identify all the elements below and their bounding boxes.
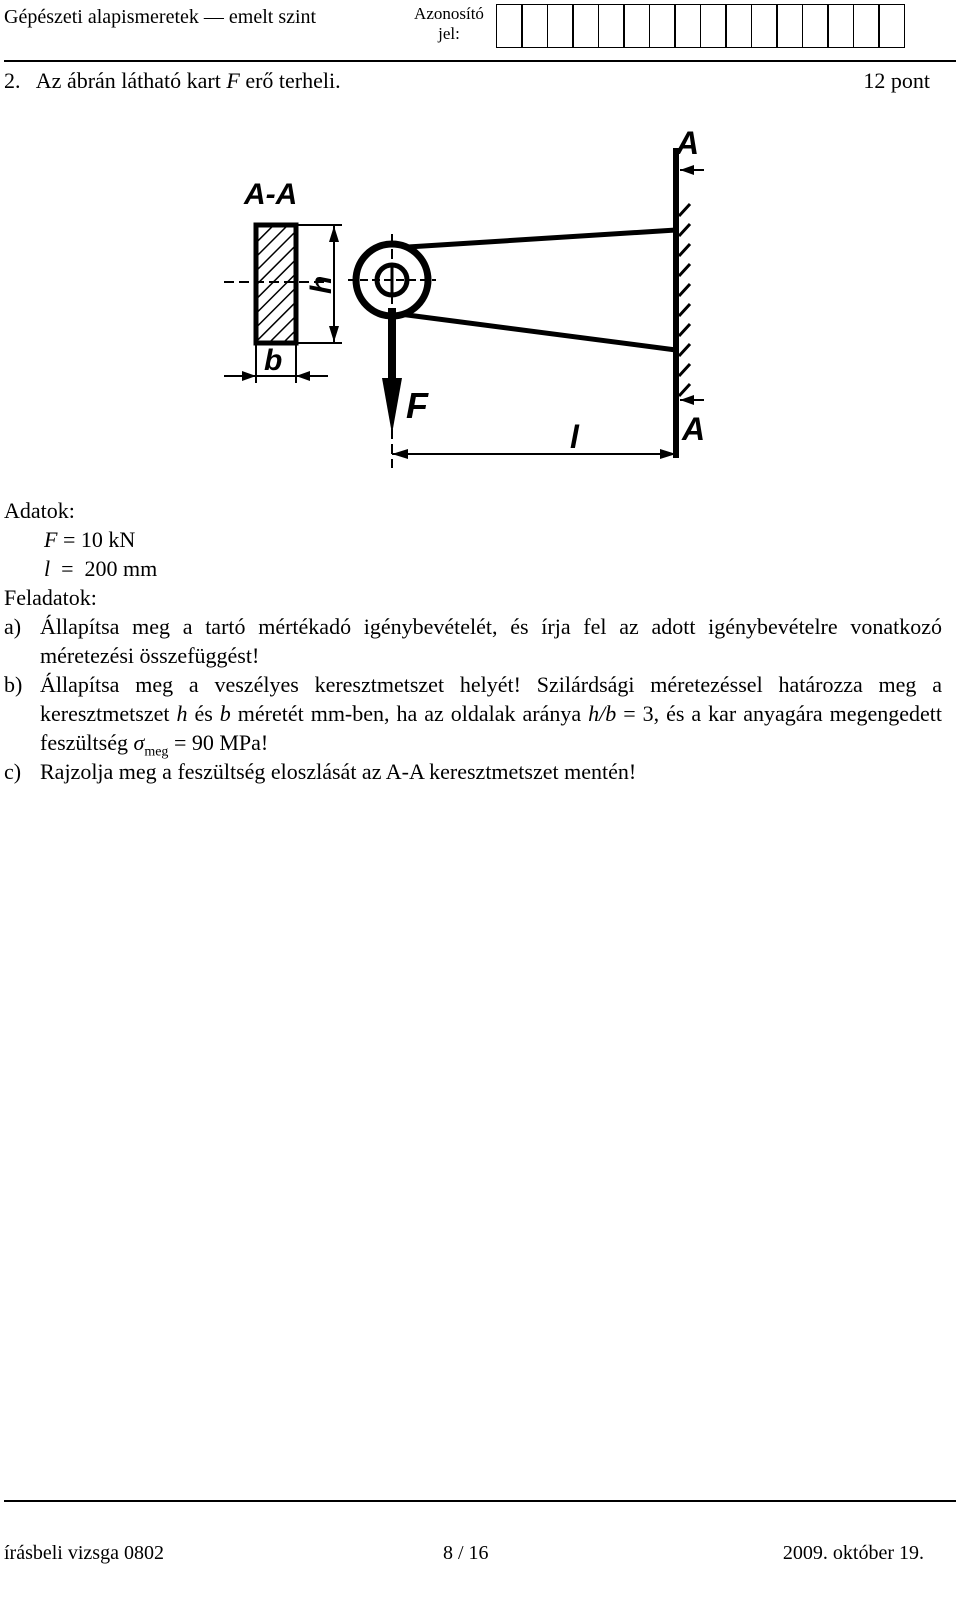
question-line [4,68,341,94]
id-box[interactable] [496,4,523,48]
data-item-force: F = 10 kN [44,527,136,552]
id-box[interactable] [547,4,574,48]
task-a-text: Állapítsa meg a tartó mértékadó igénybevételét, és írja fel az adott igénybevételre vonatkozó méretezési összefüggést! [40,614,942,668]
section-label: A-A [244,178,298,211]
section-mark-bottom: A [682,411,706,447]
data-heading: Adatok: [4,498,75,523]
length-label: l [570,419,579,455]
lever-figure [210,118,730,468]
id-box[interactable] [878,4,905,48]
wall-hatching [679,204,690,396]
height-label: h [305,275,338,294]
footer-left: írásbeli vizsga 0802 [4,1542,164,1564]
lever-top-edge [392,230,676,248]
id-box[interactable] [802,4,829,48]
id-box[interactable] [853,4,880,48]
id-label: Azonosító jel: [414,4,484,43]
task-b-label: b) [4,672,23,697]
cross-section [256,225,296,343]
question-text-before: Az ábrán látható kart [35,68,221,93]
id-box[interactable] [700,4,727,48]
tasks-heading: Feladatok: [4,585,97,610]
header-divider [4,60,956,62]
question-number: 2. [4,68,21,93]
section-mark-top: A [676,125,700,161]
lever-bottom-edge [392,313,676,350]
task-b-text: Állapítsa meg a veszélyes keresztmetszet helyét! Szilárdsági méretezéssel határozza meg a keresztmetszet h és b méretét mm-ben, ha az oldalak aránya h/b = 3, és a kar anyagára megengedett feszültség $\sigma_{meg} = 90$ MPa! [40,672,942,760]
id-box[interactable] [521,4,548,48]
data-item-length: l = 200 mm [44,556,158,581]
id-box[interactable] [649,4,676,48]
id-box[interactable] [725,4,752,48]
footer-center: 8 / 16 [443,1542,489,1564]
force-label: F [406,385,428,426]
footer-right: 2009. október 19. [782,1542,924,1564]
id-box[interactable] [827,4,854,48]
points: 12 pont [863,68,930,93]
id-boxes[interactable] [497,4,905,48]
id-box[interactable] [572,4,599,48]
question-text-after: erő terheli. [245,68,341,93]
id-box[interactable] [623,4,650,48]
header-title: Gépészeti alapismeretek — emelt szint [4,6,317,28]
question-force-symbol: F [226,68,240,93]
id-box[interactable] [674,4,701,48]
id-box[interactable] [598,4,625,48]
id-box[interactable] [751,4,778,48]
task-c-label: c) [4,759,22,784]
task-c-text: Rajzolja meg a feszültség eloszlását az A-A keresztmetszet mentén! [40,759,637,784]
task-a-label: a) [4,614,22,639]
id-box[interactable] [776,4,803,48]
width-label: b [264,344,283,377]
footer-divider [4,1500,956,1502]
